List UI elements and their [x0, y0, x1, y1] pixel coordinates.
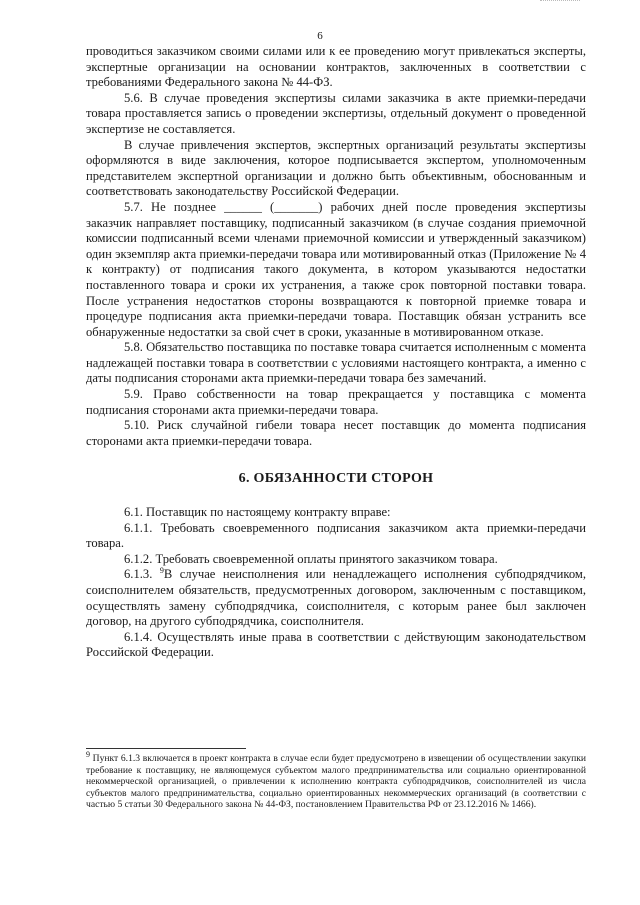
footnote-ref[interactable]: 9	[159, 566, 164, 576]
paragraph-5-10: 5.10. Риск случайной гибели товара несет поставщик до момента подписания сторонами акта приемки-передачи товара.	[86, 418, 586, 448]
section-heading: 6. ОБЯЗАННОСТИ СТОРОН	[238, 471, 434, 487]
clause-6-1-1: 6.1.1. Требовать своевременного подписания заказчиком акта приемки-передачи товара.	[86, 520, 586, 551]
footnote	[86, 749, 586, 811]
clause-6-1-4: 6.1.4. Осуществлять иные права в соответствии с действующим законодательством Российской Федерации.	[86, 629, 586, 660]
scan-artifact	[540, 0, 580, 4]
footnote-text: Пункт 6.1.3 включается в проект контракта в случае если будет предусмотрено в извещении об осуществлении закупки требование к поставщику, не являющемуся субъектом малого предпринимательства или социально ориентированной некоммерческой организацией, о привлечении к исполнению контракта субподрядчиков, соисполнителей из числа субъектов малого предпринимательства, социально ориентированных некоммерческих организаций (в соответствии с частью 5 статьи 30 Федерального закона № 44-ФЗ, постановлением Правительства РФ от 23.12.2016 № 1466).	[86, 753, 586, 811]
clause-6-1-3-text: В случае неисполнения или ненадлежащего исполнения субподрядчиком, соисполнителем обязательств, предусмотренных договором, заключенным с поставщиком, осуществлять замену субподрядчика, соисполнителя, с которым ранее был заключен договор, на другого субподрядчика, соисполнителя.	[86, 567, 586, 629]
footnote-marker: 9	[86, 749, 90, 759]
footnote-divider	[86, 748, 246, 749]
paragraph-5-8: 5.8. Обязательство поставщика по поставке товара считается исполненным с момента надлежащей поставки товара в соответствии с условиями настоящего контракта, а именно с даты подписания сторонами акта приемки-передачи товара без замечаний.	[86, 340, 586, 386]
paragraph-5-6-experts: В случае привлечения экспертов, экспертных организаций результаты экспертизы оформляются в виде заключения, которое подписывается экспертом, уполномоченным представителем экспертной организации и должно быть объективным, обоснованным и соответствовать законодательству Российской Федерации.	[86, 137, 586, 199]
paragraph-5-5-continuation: проводиться заказчиком своими силами или к ее проведению могут привлекаться эксперты, экспертные организации на основании контрактов, заключенных в соответствии с требованиями Федерального закона № 44-ФЗ.	[86, 44, 586, 90]
paragraph-5-9: 5.9. Право собственности на товар прекращается у поставщика с момента подписания сторонами акта приемки-передачи товара.	[86, 387, 586, 417]
paragraph-5-6: 5.6. В случае проведения экспертизы силами заказчика в акте приемки-передачи товара проставляется запись о проведении экспертизы, отдельный документ о проведенной экспертизе не составляется.	[86, 90, 586, 136]
page-number: 6	[317, 30, 323, 42]
clause-6-1: 6.1. Поставщик по настоящему контракту вправе:	[124, 505, 391, 520]
document-body	[86, 44, 586, 661]
clause-6-1-3	[86, 567, 586, 629]
paragraph-5-7: 5.7. Не позднее ______ (_______) рабочих дней после проведения экспертизы заказчик направляет поставщику, подписанный заказчиком (в случае создания приемочной комиссии подписанный всеми членами приемочной комиссии и утвержденный заказчиком) один экземпляр акта приемки-передачи товара или мотивированный отказ (Приложение № 4 к контракту) от подписания такого документа, в котором указываются недостатки поставленного товара и сроки их устранения, а также срок повторной поставки товара. После устранения недостатков стороны возвращаются к повторной приемке товара и процедуре подписания акта приемки-передачи товара. Поставщик обязан устранить все обнаруженные недостатки за свой счет в сроки, указанные в мотивированном отказе.	[86, 199, 586, 339]
clause-6-1-2: 6.1.2. Требовать своевременной оплаты принятого заказчиком товара.	[124, 551, 498, 566]
clause-6-1-3-number: 6.1.3.	[124, 567, 160, 582]
